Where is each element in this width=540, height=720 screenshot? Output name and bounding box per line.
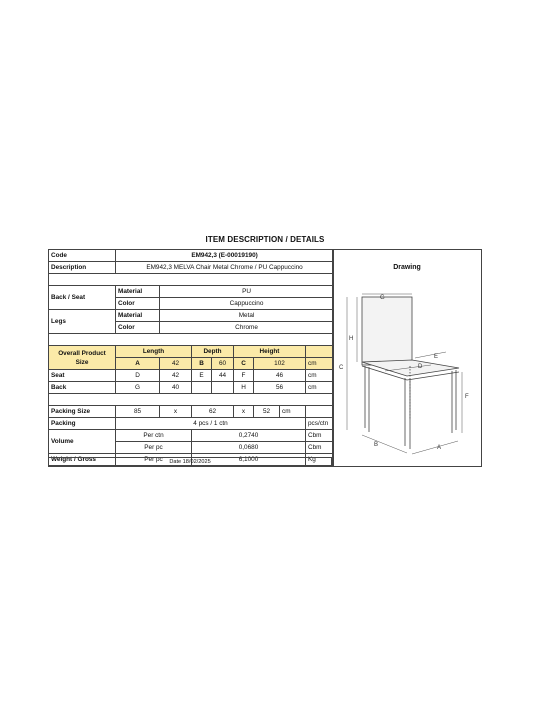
description-value: EM942,3 MELVA Chair Metal Chrome / PU Cappuccino	[116, 262, 334, 274]
chair-seat	[362, 360, 459, 376]
dim-e-value: 44	[212, 370, 234, 382]
packing-size-v3: 52	[254, 406, 280, 418]
seat-unit: cm	[306, 370, 334, 382]
dim-label-d: D	[418, 364, 423, 370]
dim-e-letter: E	[192, 370, 212, 382]
packing-value: 4 pcs / 1 ctn	[116, 418, 306, 430]
dim-d-letter: D	[116, 370, 160, 382]
code-value: EM942,3 (E-00019190)	[116, 250, 334, 262]
description-label: Description	[49, 262, 116, 274]
back-label: Back	[49, 382, 116, 394]
back-seat-color-label: Color	[116, 298, 160, 310]
weight-unit: Kg	[306, 454, 334, 466]
volume-per-ctn-unit: Cbm	[306, 430, 334, 442]
dim-f-letter: F	[234, 370, 254, 382]
back-seat-label: Back / Seat	[49, 286, 116, 310]
dim-label-f: F	[465, 394, 469, 400]
dim-label-e: E	[434, 354, 439, 360]
legs-label: Legs	[49, 310, 116, 334]
back-seat-material-label: Material	[116, 286, 160, 298]
seat-label: Seat	[49, 370, 116, 382]
volume-per-pc: 0,0680	[192, 442, 306, 454]
dim-label-g: G	[380, 295, 385, 301]
document-title: ITEM DESCRIPTION / DETAILS	[205, 235, 325, 244]
back-seat-material: PU	[160, 286, 334, 298]
drawing-label: Drawing	[393, 264, 421, 271]
dim-c-letter: C	[234, 358, 254, 370]
packing-size-v1: 85	[116, 406, 160, 418]
overall-unit: cm	[306, 358, 334, 370]
packing-unit: pcs/ctn	[306, 418, 334, 430]
dim-b-value: 60	[212, 358, 234, 370]
dim-a-letter: A	[116, 358, 160, 370]
dim-f-value: 46	[254, 370, 306, 382]
dim-d-value: 42	[160, 370, 192, 382]
dim-g-value: 40	[160, 382, 192, 394]
chair-illustration	[362, 297, 459, 449]
code-label: Code	[49, 250, 116, 262]
dim-h-value: 56	[254, 382, 306, 394]
back-unit: cm	[306, 382, 334, 394]
overall-size-label: Overall Product Size	[49, 346, 116, 370]
volume-per-ctn-label: Per ctn	[116, 430, 192, 442]
depth-label: Depth	[192, 346, 234, 358]
date-footer: Date 18/02/2025	[48, 457, 332, 467]
dim-c-value: 102	[254, 358, 306, 370]
packing-size-unit: cm	[280, 406, 306, 418]
legs-color-label: Color	[116, 322, 160, 334]
packing-size-x1: x	[160, 406, 192, 418]
height-label: Height	[234, 346, 306, 358]
back-seat-color: Cappuccino	[160, 298, 334, 310]
weight-per-pc-label: Per pc	[116, 454, 192, 466]
volume-per-pc-label: Per pc	[116, 442, 192, 454]
weight-value: 6,1000	[192, 454, 306, 466]
volume-per-ctn: 0,2740	[192, 430, 306, 442]
length-label: Length	[116, 346, 192, 358]
dim-b-letter: B	[192, 358, 212, 370]
legs-material: Metal	[160, 310, 334, 322]
legs-material-label: Material	[116, 310, 160, 322]
volume-per-pc-unit: Cbm	[306, 442, 334, 454]
dim-label-b: B	[374, 442, 379, 448]
chair-backrest	[362, 297, 412, 365]
dim-label-a: A	[437, 445, 442, 451]
volume-label: Volume	[49, 430, 116, 454]
dim-label-h: H	[349, 336, 354, 342]
packing-label: Packing	[49, 418, 116, 430]
packing-size-v2: 62	[192, 406, 234, 418]
dim-label-c: C	[339, 365, 344, 371]
dim-h-letter: H	[234, 382, 254, 394]
packing-size-x2: x	[234, 406, 254, 418]
packing-size-label: Packing Size	[49, 406, 116, 418]
legs-color: Chrome	[160, 322, 334, 334]
dim-a-value: 42	[160, 358, 192, 370]
weight-label: Weight / Gross	[49, 454, 116, 466]
dim-g-letter: G	[116, 382, 160, 394]
